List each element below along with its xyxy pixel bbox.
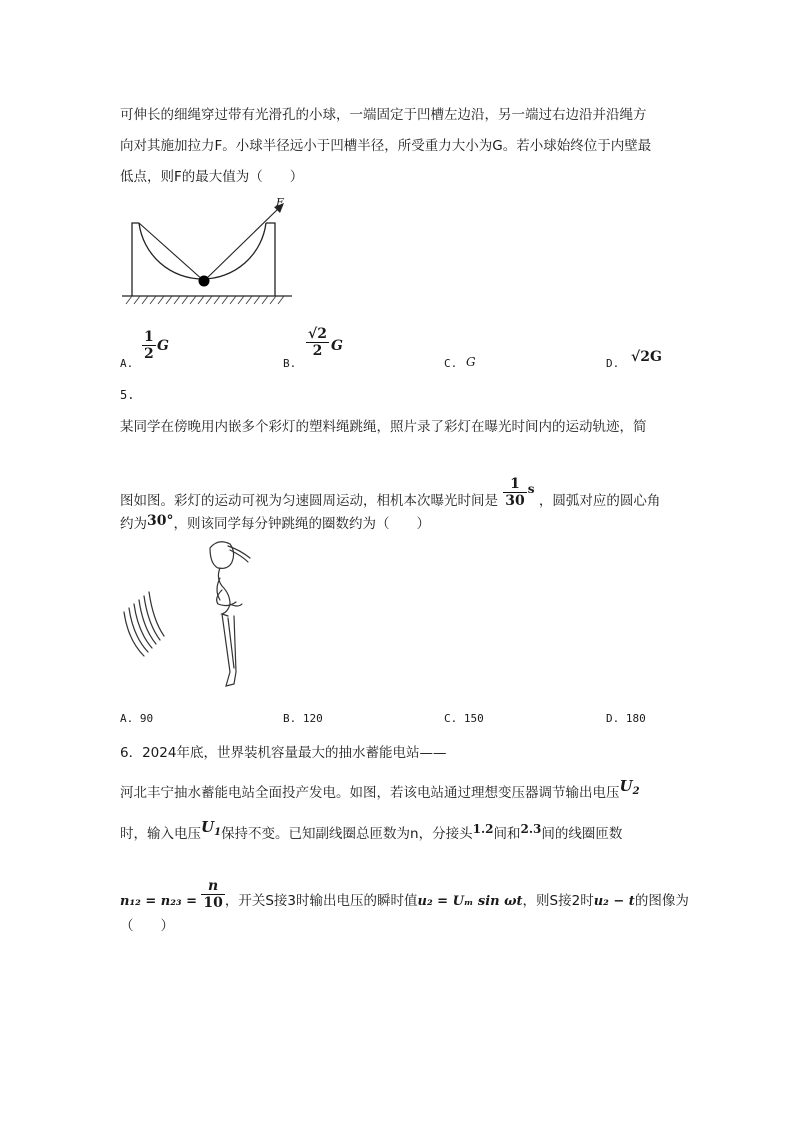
q5-text-line-1: 某同学在傍晚用内嵌多个彩灯的塑料绳跳绳，照片录了彩灯在曝光时间内的运动轨迹，简 <box>120 419 647 435</box>
q4-option-b-fraction <box>306 326 329 359</box>
q5-text-line-2 <box>120 476 660 509</box>
q4-option-a-denominator: 2 <box>144 346 154 362</box>
q5-option-d <box>606 712 646 725</box>
q4-option-b-label: B. <box>283 357 297 370</box>
q6-text-line-3-mid2: 间和 <box>493 826 521 842</box>
q5-option-a <box>120 712 153 725</box>
q6-text-line-2-pre: 河北丰宁抽水蓄能电站全面投产发电。如图，若该电站通过理想变压器调节输出电压 <box>120 785 620 801</box>
q6-turns-numerator: n <box>201 878 224 895</box>
q6-text-line-3-pre: 时，输入电压 <box>120 826 201 842</box>
q5-option-d-label: D. <box>606 712 620 725</box>
q6-graph-label: u₂ − t <box>593 894 635 909</box>
q6-text-line-4-mid: ，开关S接3时输出电压的瞬时值 <box>224 893 418 909</box>
q6-text-line-5: （ ） <box>120 918 174 934</box>
q4-option-a-numerator: 1 <box>144 329 154 345</box>
q6-voltage-equation: u₂ = Uₘ sin ωt <box>417 894 523 909</box>
q5-option-b-value: 120 <box>302 712 323 725</box>
q4-text-line-2: 向对其施加拉力F。小球半径远小于凹槽半径，所受重力大小为G。若小球始终位于内壁最 <box>120 138 652 154</box>
q6-text-line-4-mid2: ，则S接2时 <box>522 893 594 909</box>
q4-option-d-label: D. <box>606 357 620 370</box>
q4-groove-figure <box>120 195 295 310</box>
q4-option-d-value: √2G <box>631 349 662 365</box>
q4-option-b-denominator: 2 <box>312 343 323 359</box>
q4-option-c-value: G <box>466 355 476 369</box>
q4-option-b-variable: G <box>331 338 343 354</box>
q5-exposure-fraction <box>503 476 526 509</box>
q5-exposure-numerator: 1 <box>503 476 526 493</box>
q5-jumprope-figure <box>118 538 268 696</box>
q5-text-line-3-post: ，则该同学每分钟跳绳的圈数约为（ ） <box>173 516 430 532</box>
q6-text-line-1: 6．2024年底，世界装机容量最大的抽水蓄能电站—— <box>120 745 447 761</box>
q6-text-line-4 <box>120 878 689 911</box>
q5-text-line-3 <box>120 512 430 532</box>
q5-option-a-value: 90 <box>139 712 154 725</box>
q4-option-c-label: C. <box>444 357 458 370</box>
q5-option-a-label: A. <box>120 712 134 725</box>
q4-option-a-label: A. <box>120 357 134 370</box>
q6-tap-1-2: 1.2 <box>472 822 494 836</box>
q4-option-a-fraction <box>142 329 156 362</box>
q6-text-line-3-post: 间的线圈匝数 <box>541 826 623 842</box>
q5-text-line-2-post: ，圆弧对应的圆心角 <box>538 493 661 509</box>
q6-turns-fraction <box>201 878 224 911</box>
q4-option-a-variable: G <box>157 338 169 354</box>
q6-u1-symbol: $U_1$ <box>201 818 222 838</box>
q5-number: 5. <box>120 388 135 402</box>
q4-force-label: F <box>276 196 284 209</box>
q6-text-line-4-post: 的图像为 <box>634 893 689 909</box>
q4-text-line-1: 可伸长的细绳穿过带有光滑孔的小球，一端固定于凹槽左边沿，另一端过右边沿并沿绳方 <box>120 107 647 123</box>
q5-text-line-3-pre: 约为 <box>120 516 147 532</box>
q6-text-line-3 <box>120 818 623 844</box>
q5-exposure-denominator: 30 <box>505 493 525 509</box>
q4-text-line-3: 低点，则F的最大值为（ ） <box>120 169 304 185</box>
q5-option-d-value: 180 <box>625 712 646 725</box>
q6-text-line-3-mid1: 保持不变。已知副线圈总匝数为n，分接头 <box>221 826 473 842</box>
q6-text-line-2 <box>120 777 640 803</box>
q6-tap-2-3: 2.3 <box>520 822 542 836</box>
q5-option-b <box>283 712 323 725</box>
q5-option-c <box>444 712 484 725</box>
q4-option-b-numerator: √2 <box>308 326 327 342</box>
q5-angle: 30° <box>147 513 174 529</box>
q5-option-b-label: B. <box>283 712 297 725</box>
q6-turns-equation: n₁₂ = n₂₃ = <box>120 894 198 909</box>
q5-text-line-2-pre: 图如图。彩灯的运动可视为匀速圆周运动，相机本次曝光时间是 <box>120 493 498 509</box>
q6-turns-denominator: 10 <box>203 895 223 911</box>
q5-option-c-label: C. <box>444 712 458 725</box>
q6-u2-symbol: $U_2$ <box>619 777 640 797</box>
q5-exposure-unit: s <box>527 482 535 496</box>
q5-option-c-value: 150 <box>463 712 484 725</box>
